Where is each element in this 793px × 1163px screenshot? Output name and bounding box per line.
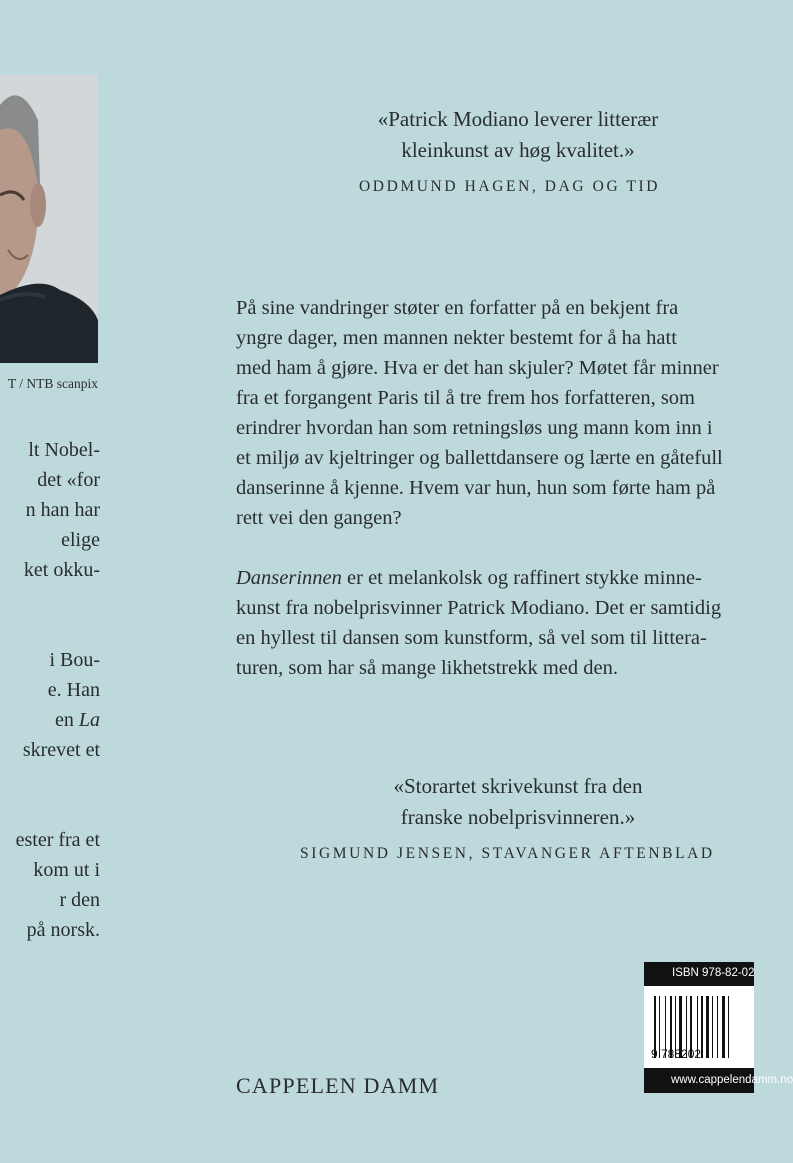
review-quote-2: [318, 771, 718, 833]
barcode-bar: [722, 996, 725, 1058]
barcode-bar: [712, 996, 713, 1058]
barcode-bar: [706, 996, 709, 1058]
author-bio-paragraph-2: [0, 645, 100, 765]
quote-line: franske nobelprisvinneren.»: [400, 805, 636, 829]
book-title: Danserinnen: [236, 567, 342, 589]
bio-line: i Bou-: [49, 649, 100, 671]
bio-line: elige: [61, 529, 100, 551]
book-description: [236, 293, 756, 683]
author-bio-paragraph-1: [0, 435, 100, 585]
barcode-bar: [728, 996, 729, 1058]
bio-line: ester fra et: [15, 829, 100, 851]
bio-line: skrevet et: [22, 739, 100, 761]
review-quote-1: [318, 104, 718, 166]
description-paragraph-1: [236, 293, 756, 533]
isbn-label: ISBN 978-82-02: [672, 967, 755, 979]
review-attribution-1: ODDMUND HAGEN, DAG OG TID: [359, 178, 661, 195]
bio-line: en La: [54, 709, 100, 731]
review-attribution-2: SIGMUND JENSEN, STAVANGER AFTENBLAD: [300, 845, 715, 862]
barcode-bar: [701, 996, 703, 1058]
isbn-barcode: [644, 962, 793, 1093]
bio-line: r den: [59, 889, 100, 911]
quote-line: «Patrick Modiano leverer litterær: [377, 107, 659, 131]
barcode-bar: [717, 996, 718, 1058]
description-line: fra et forgangent Paris til å tre frem hos forfatteren, som: [236, 387, 695, 409]
quote-line: kleinkunst av høg kvalitet.»: [401, 138, 635, 162]
bio-line: e. Han: [47, 679, 100, 701]
bio-line: kom ut i: [33, 859, 100, 881]
description-line: rett vei den gangen?: [236, 507, 402, 529]
author-bio-paragraph-3: [0, 825, 100, 945]
description-line: en hyllest til dansen som kunstform, så vel som til littera-: [236, 627, 707, 649]
description-line: På sine vandringer støter en forfatter på en bekjent fra: [236, 297, 679, 319]
publisher-url: www.cappelendamm.no: [671, 1074, 793, 1086]
description-line: turen, som har så mange likhetstrekk med den.: [236, 657, 618, 679]
description-line: Danserinnen er et melankolsk og raffinert stykke minne-: [236, 567, 702, 589]
bio-line: ket okku-: [23, 559, 100, 581]
author-portrait-image: [0, 75, 98, 363]
description-paragraph-2: [236, 563, 756, 683]
bio-line: lt Nobel-: [28, 439, 100, 461]
photo-credit: T / NTB scanpix: [7, 376, 98, 391]
quote-line: «Storartet skrivekunst fra den: [393, 774, 643, 798]
author-photo: [0, 75, 98, 363]
description-line: danserinne å kjenne. Hvem var hun, hun som førte ham på: [236, 477, 716, 499]
bio-line: det «for: [37, 469, 100, 491]
description-line: yngre dager, men mannen nekter bestemt for å ha hatt: [236, 327, 677, 349]
description-line: et miljø av kjeltringer og ballettdansere og lærte en gåtefull: [236, 447, 723, 469]
barcode-digits: 9 788202: [651, 1047, 702, 1061]
description-line: med ham å gjøre. Hva er det han skjuler? Møtet får minner: [236, 357, 719, 379]
description-line: erindrer hvordan han som retningsløs ung mann kom inn i: [236, 417, 713, 439]
bio-line: n han har: [25, 499, 100, 521]
publisher-logo: CAPPELEN DAMM: [236, 1073, 440, 1098]
description-line: kunst fra nobelprisvinner Patrick Modiano. Det er samtidig: [236, 597, 722, 619]
bio-line: på norsk.: [26, 919, 100, 941]
